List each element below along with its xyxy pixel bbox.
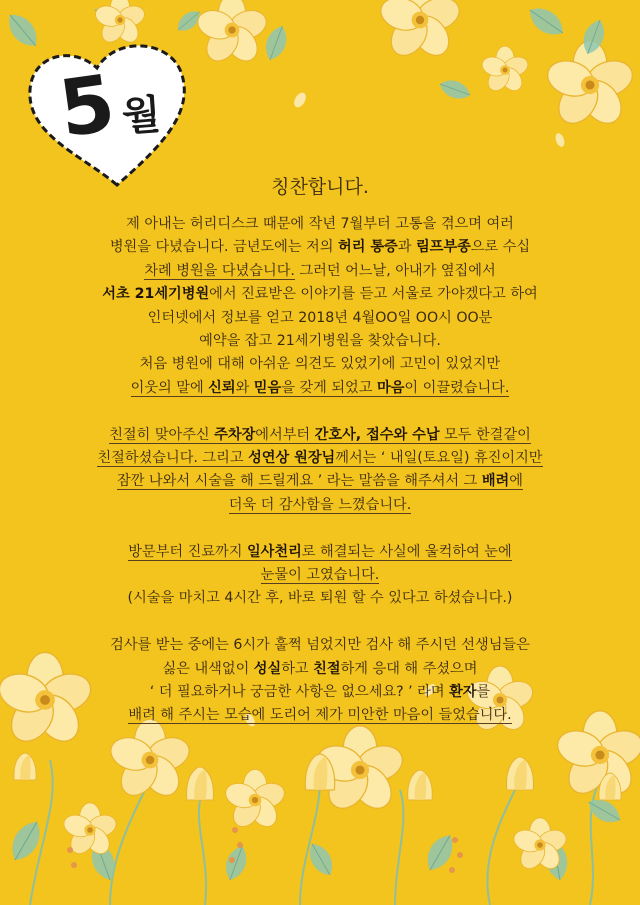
letter-text: 더욱 더 감사함을 느꼈습니다.	[228, 496, 412, 513]
letter-line	[60, 587, 580, 610]
letter-text: 제 아내는 허리디스크 때문에 작년 7월부터 고통을 겪으며 여러	[126, 216, 514, 232]
letter-line	[60, 424, 580, 447]
letter-text: 모두 한결같이	[439, 426, 531, 443]
month-number: 5	[54, 58, 121, 156]
emphasis-text: 주차장	[214, 426, 256, 443]
emphasis-text: 간호사, 접수와 수납	[314, 426, 440, 443]
emphasis-text: 친절	[313, 660, 341, 677]
letter-text: 에서 진료받은 이야기를 듣고 서울로 가야겠다고 하여	[209, 286, 538, 303]
letter-line	[60, 447, 580, 470]
emphasis-text: 신뢰	[208, 379, 236, 396]
letter-text: 눈물이 고였습니다.	[260, 567, 380, 584]
letter-line	[60, 377, 580, 400]
emphasis-text: 믿음	[253, 379, 282, 396]
letter-text: 을 갖게 되었고	[281, 379, 377, 396]
month-badge	[22, 40, 197, 190]
letter-line	[60, 681, 580, 704]
letter-line	[60, 213, 580, 236]
letter-text: 예약을 잡고 21세기병원을 찾았습니다.	[199, 333, 441, 350]
letter-text: 와	[235, 379, 254, 396]
letter-line	[60, 283, 580, 306]
letter-text: 병원을 다녔습니다. 금년도에는 저의	[109, 239, 338, 256]
paragraph-gap	[60, 400, 580, 423]
letter-line	[60, 704, 580, 727]
emphasis-text: 마음	[376, 379, 405, 396]
letter-line	[60, 494, 580, 517]
letter-text: 과	[397, 239, 416, 256]
letter-body	[60, 213, 580, 728]
letter-text: 친절히 맞아주신	[109, 426, 215, 443]
emphasis-text: 일사천리	[246, 543, 302, 560]
letter-text: 를	[476, 684, 491, 701]
letter-line	[60, 353, 580, 376]
paragraph-gap	[60, 611, 580, 634]
letter-text: 배려 해 주시는 모습에 도리어 제가 미안한 마음이 들었습니다.	[128, 707, 512, 724]
letter-text: 인터넷에서 정보를 얻고 2018년 4월OO일 OO시 OO분	[147, 309, 493, 326]
letter-line	[60, 470, 580, 493]
letter-text: 에	[509, 473, 523, 490]
emphasis-text: 환자	[449, 684, 477, 701]
emphasis-text: 허리 통증	[337, 239, 398, 256]
letter-text: 하게 응대 해 주셨으며	[340, 660, 478, 677]
letter-text: 이웃의 말에	[130, 379, 209, 396]
letter-title: 칭찬합니다.	[271, 176, 369, 198]
letter-text: 차례 병원을 다녔습니다.	[144, 262, 295, 279]
letter-text: 로 해결되는 사실에 울컥하여 눈에	[301, 543, 512, 560]
letter-line	[60, 541, 580, 564]
letter-line	[60, 307, 580, 330]
letter-text: 싫은 내색없이	[162, 660, 254, 677]
letter-line	[60, 260, 580, 283]
letter-line	[60, 330, 580, 353]
emphasis-text: 림프부종	[415, 239, 471, 256]
letter-text: 검사를 받는 중에는 6시가 훌쩍 넘었지만 검사 해 주시던 선생님들은	[110, 637, 530, 654]
letter-text: 께서는 ‘ 내일(토요일) 휴진이지만	[335, 450, 543, 467]
letter-line	[60, 564, 580, 587]
letter-text: 에서부터	[255, 426, 315, 443]
paragraph-gap	[60, 517, 580, 540]
letter-text: 잠깐 나와서 시술을 해 드릴게요 ’ 라는 말씀을 해주셔서 그	[117, 473, 482, 490]
letter-text: 처음 병원에 대해 아쉬운 의견도 있었기에 고민이 있었지만	[139, 356, 501, 373]
letter-line	[60, 236, 580, 259]
letter-line	[60, 634, 580, 657]
letter-text: 하고	[281, 660, 314, 677]
letter-text: 방문부터 진료까지	[128, 543, 247, 560]
emphasis-text: 서초 21세기병원	[102, 286, 210, 303]
month-label: 월	[120, 91, 163, 141]
letter-text: ‘ 더 필요하거나 궁금한 사항은 없으세요? ’ 라며	[149, 684, 450, 701]
emphasis-text: 성연상 원장님	[248, 450, 336, 467]
letter-text: 그러던 어느날, 아내가 옆집에서	[294, 262, 496, 279]
emphasis-text: 배려	[481, 473, 510, 490]
letter-text: (시술을 마치고 4시간 후, 바로 퇴원 할 수 있다고 하셨습니다.)	[127, 590, 513, 607]
letter-line	[60, 658, 580, 681]
letter-text: 친절하셨습니다. 그리고	[97, 450, 249, 467]
letter-text: 이 이끌렸습니다.	[404, 379, 510, 396]
emphasis-text: 성실	[253, 660, 282, 677]
letter-text: 으로 수십	[470, 239, 531, 256]
